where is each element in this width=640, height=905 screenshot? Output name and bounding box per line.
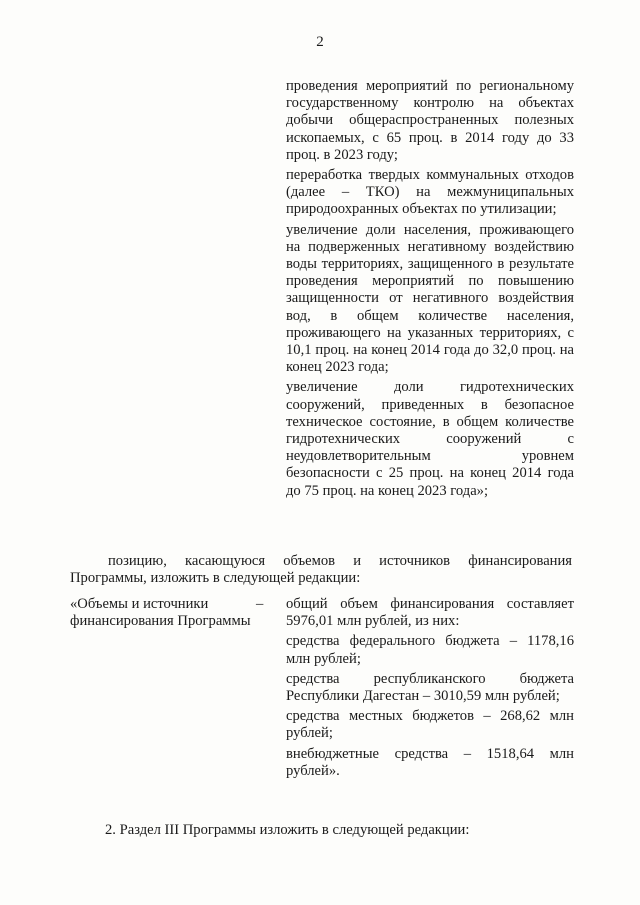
indicator-list	[286, 78, 574, 503]
indicator-item: увеличение доли гидротехнических сооружений, приведенных в безопасное техническое состояние, в общем количестве гидротехнических сооружений с неудовлетворительным уровнем безопасности с 25 проц. на конец 2014 года до 75 проц. на конец 2023 года»;	[286, 379, 574, 499]
passport-label: «Объемы и источники финансирования Программы	[70, 596, 251, 630]
financing-item: средства федерального бюджета – 1178,16 млн рублей;	[286, 633, 574, 667]
financing-list	[286, 596, 574, 783]
passport-dash: –	[256, 596, 264, 612]
financing-item: внебюджетные средства – 1518,64 млн рублей».	[286, 745, 574, 779]
financing-item: средства местных бюджетов – 268,62 млн рублей;	[286, 708, 574, 742]
financing-item: общий объем финансирования составляет 5976,01 млн рублей, из них:	[286, 596, 574, 630]
indicator-item: увеличение доли населения, проживающего на подверженных негативному воздействию воды территориях, защищенного в результате проведения мероприятий по повышению защищенности от негативного воздействия вод, в общем количестве населения, проживающего на указанных территориях, с 10,1 проц. на конец 2014 года до 32,0 проц. на конец 2023 года;	[286, 221, 574, 376]
indicator-item: проведения мероприятий по региональному государственному контролю на объектах добычи общераспространенных полезных ископаемых, с 65 проц. в 2014 году до 33 проц. в 2023 году;	[286, 78, 574, 163]
section-paragraph: 2. Раздел III Программы изложить в следующей редакции:	[105, 822, 470, 838]
position-paragraph: позицию, касающуюся объемов и источников финансирования Программы, изложить в следующей редакции:	[70, 553, 572, 587]
page-number: 2	[316, 34, 324, 50]
indicator-item: переработка твердых коммунальных отходов (далее – ТКО) на межмуниципальных природоохранных объектах по утилизации;	[286, 167, 574, 218]
financing-item: средства республиканского бюджета Республики Дагестан – 3010,59 млн рублей;	[286, 670, 574, 705]
